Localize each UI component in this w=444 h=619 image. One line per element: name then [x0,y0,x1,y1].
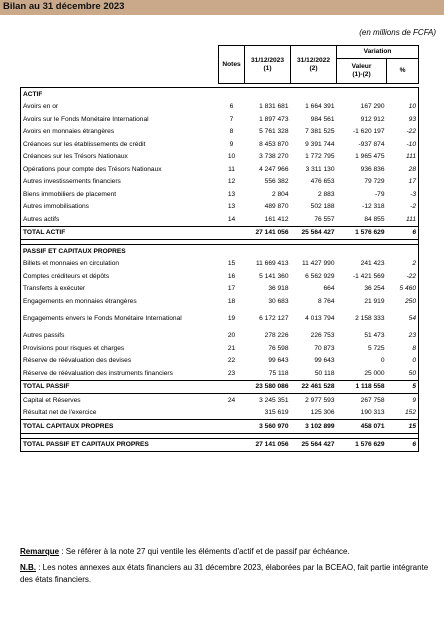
row-variation: 936 836 [360,165,385,173]
row-note: 22 [227,357,236,365]
row-label: Avoirs sur le Fonds Monétaire International [21,113,219,126]
row-note: 13 [227,203,236,211]
row-label: Engagements en monnaies étrangères [21,295,219,308]
table-row [21,163,419,176]
row-note: 21 [227,344,236,352]
row-note: 12 [227,178,236,186]
row-value-2022: 1 664 391 [305,103,335,111]
row-value-2023: 1 897 473 [259,115,289,123]
total-actif-row [21,226,419,240]
row-label: TOTAL CAPITAUX PROPRES [21,420,219,434]
header-variation: Variation [337,46,419,59]
total-capitaux-row [21,420,419,434]
row-variation: 190 313 [360,409,385,417]
remarque-note: Remarque : Se référer à la note 27 qui ventile les éléments d'actif et de passif par échéance. [20,547,350,556]
row-variation: -1 620 197 [352,128,385,136]
row-value-2022: 22 461 528 [291,380,337,394]
page-title: Bilan au 31 décembre 2023 [3,1,125,12]
row-variation-pct: 23 [387,330,419,343]
row-note: 7 [229,115,234,123]
row-variation-pct: 10 [387,101,419,114]
row-variation: -937 874 [358,140,385,148]
row-value-2022: 226 753 [310,332,335,340]
row-note: 19 [227,315,236,322]
table-row [21,330,419,343]
row-variation-pct: 2 [387,258,419,271]
total-passif-row [21,380,419,394]
row-variation: 458 071 [337,420,387,434]
row-note [219,407,245,420]
table-row [21,308,419,330]
row-label: Capital et Réserves [21,394,219,407]
unit-note: (en millions de FCFA) [359,28,436,37]
row-value-2022: 99 643 [314,357,335,365]
total-general-row [21,438,419,452]
row-variation: 2 158 333 [355,315,385,322]
row-note: 23 [227,369,236,377]
row-variation-pct: 28 [387,163,419,176]
row-value-2022: 476 653 [310,178,335,186]
row-value-2023: 75 118 [268,369,289,377]
row-value-2022: 11 427 990 [301,260,335,268]
row-label: TOTAL ACTIF [21,226,219,240]
row-value-2023: 23 580 086 [245,380,291,394]
row-value-2022: 984 561 [310,115,335,123]
table-row [21,126,419,139]
row-value-2022: 70 873 [314,344,335,352]
table-row [21,407,419,420]
row-value-2022: 76 557 [314,215,335,223]
row-variation: 241 423 [360,260,385,268]
section-title: PASSIF ET CAPITAUX PROPRES [21,245,419,258]
row-value-2023: 3 738 270 [259,153,289,161]
row-value-2023: 556 382 [264,178,289,186]
row-value-2023: 2 804 [271,190,289,198]
row-variation-pct: -22 [387,270,419,283]
row-value-2022: 2 883 [317,190,335,198]
row-variation: 267 758 [360,396,385,404]
row-value-2023: 76 598 [268,344,289,352]
row-note [219,226,245,240]
row-variation-pct: 93 [387,113,419,126]
row-variation-pct: 15 [387,420,419,434]
table-row [21,295,419,308]
row-value-2022: 4 013 794 [305,315,335,322]
row-variation: -12 318 [362,203,385,211]
header-valeur: Valeur (1)-(2) [337,59,387,84]
section-actif [21,88,419,101]
row-variation-pct: 6 [387,438,419,452]
section-passif [21,245,419,258]
row-variation-pct: 111 [387,151,419,164]
row-label: Résultat net de l'exercice [21,407,219,420]
row-variation-pct: 0 [387,355,419,368]
row-variation-pct: 6 [387,226,419,240]
row-variation-pct: 17 [387,176,419,189]
row-value-2023: 3 245 351 [259,396,289,404]
row-variation: 0 [380,357,385,365]
row-note: 10 [227,153,236,161]
row-value-2023: 3 560 970 [245,420,291,434]
row-variation-pct: -10 [387,138,419,151]
title-bar [0,0,444,15]
row-label: Autres actifs [21,213,219,226]
row-variation: 1 118 558 [337,380,387,394]
nb-note: N.B. : Les notes annexes aux états financiers au 31 décembre 2023, élaborées par la BCEAO, fait partie intégrante des états financiers. [20,563,429,584]
row-note: 16 [227,272,236,280]
row-label: Provisions pour risques et charges [21,342,219,355]
row-label: Réserve de réévaluation des instruments financiers [21,367,219,380]
row-value-2023: 161 412 [264,215,289,223]
row-value-2022: 3 102 899 [291,420,337,434]
row-variation: 36 254 [364,285,385,293]
row-label: TOTAL PASSIF [21,380,219,394]
row-variation: -79 [374,190,385,198]
row-value-2023: 99 643 [268,357,289,365]
table-row [21,188,419,201]
row-value-2023: 8 453 870 [259,140,289,148]
row-note: 11 [228,165,235,173]
row-variation: 21 919 [364,297,385,305]
row-note: 24 [227,396,236,404]
table-row [21,201,419,214]
row-variation-pct: 5 460 [387,283,419,296]
row-value-2023: 5 761 328 [259,128,289,136]
table-row [21,342,419,355]
row-label: Réserve de réévaluation des devises [21,355,219,368]
table-row [21,113,419,126]
row-label: Avoirs en or [21,101,219,114]
row-note: 17 [227,285,236,293]
row-label: Billets et monnaies en circulation [21,258,219,271]
row-value-2022: 7 381 525 [305,128,335,136]
row-value-2022: 1 772 795 [305,153,335,161]
row-value-2022: 664 [323,285,335,293]
row-variation-pct: -2 [387,201,419,214]
row-value-2022: 50 118 [314,369,335,377]
header-2022: 31/12/2022 (2) [291,46,337,84]
row-value-2022: 25 564 427 [291,438,337,452]
row-variation-pct: 54 [387,308,419,330]
row-variation-pct: 111 [387,213,419,226]
table-row [21,283,419,296]
row-variation-pct: 8 [387,342,419,355]
row-value-2022: 125 306 [310,409,335,417]
row-note: 14 [227,215,236,223]
row-variation: 912 912 [360,115,385,123]
table-row [21,101,419,114]
row-note [219,438,245,452]
table-row [21,151,419,164]
row-value-2022: 25 564 427 [291,226,337,240]
row-note: 8 [229,128,234,136]
row-value-2023: 278 226 [264,332,289,340]
row-note [219,380,245,394]
row-label: Transferts à exécuter [21,283,219,296]
row-value-2022: 3 311 130 [305,165,335,173]
row-value-2023: 489 870 [264,203,289,211]
row-variation: 167 290 [360,103,385,111]
row-note [219,420,245,434]
row-value-2023: 11 669 413 [255,260,289,268]
row-note: 9 [229,140,234,148]
row-note: 18 [227,297,236,305]
table-row [21,355,419,368]
row-variation: -1 421 569 [352,272,385,280]
table-row [21,176,419,189]
row-value-2023: 1 831 681 [259,103,289,111]
row-note: 13 [227,190,236,198]
row-label: Avoirs en monnaies étrangères [21,126,219,139]
row-value-2022: 8 764 [317,297,335,305]
row-variation-pct: 9 [387,394,419,407]
row-variation-pct: 250 [387,295,419,308]
row-variation: 1 576 629 [337,438,387,452]
row-value-2023: 27 141 056 [245,438,291,452]
row-label: Engagements envers le Fonds Monétaire International [21,308,219,330]
row-label: Autres passifs [21,330,219,343]
header-notes: Notes [219,46,245,84]
row-label: Créances sur les établissements de crédit [21,138,219,151]
row-variation-pct: -3 [387,188,419,201]
row-variation: 25 000 [364,369,385,377]
row-value-2022: 502 188 [310,203,335,211]
row-label: Autres immobilisations [21,201,219,214]
row-value-2023: 5 141 360 [259,272,289,280]
row-variation-pct: -22 [387,126,419,139]
row-value-2023: 30 683 [268,297,289,305]
row-variation-pct: 152 [387,407,419,420]
row-note: 15 [227,260,236,268]
row-variation-pct: 5 [387,380,419,394]
table-row [21,367,419,380]
row-label: Opérations pour compte des Trésors Nationaux [21,163,219,176]
row-value-2022: 9 391 744 [305,140,335,148]
row-value-2023: 36 918 [268,285,289,293]
section-title: ACTIF [21,88,419,101]
row-variation: 1 965 475 [355,153,385,161]
row-value-2023: 27 141 056 [245,226,291,240]
table-row [21,138,419,151]
row-variation: 51 473 [364,332,385,340]
row-label: TOTAL PASSIF ET CAPITAUX PROPRES [21,438,219,452]
row-variation: 5 725 [367,344,385,352]
row-value-2023: 6 172 127 [259,315,289,322]
row-label: Biens immobiliers de placement [21,188,219,201]
row-value-2022: 2 977 593 [305,396,335,404]
table-row [21,394,419,407]
row-label: Autres investissements financiers [21,176,219,189]
row-note: 20 [227,332,236,340]
row-value-2023: 315 619 [264,409,289,417]
row-value-2023: 4 247 966 [259,165,289,173]
row-label: Comptes créditeurs et dépôts [21,270,219,283]
header-pct: % [387,59,419,84]
balance-sheet-table [20,45,419,452]
row-note: 6 [229,103,234,111]
table-row [21,258,419,271]
row-variation: 79 729 [364,178,385,186]
table-row [21,270,419,283]
row-variation: 84 855 [364,215,385,223]
row-variation-pct: 50 [387,367,419,380]
table-row [21,213,419,226]
row-value-2022: 6 562 929 [305,272,335,280]
row-label: Créances sur les Trésors Nationaux [21,151,219,164]
row-variation: 1 576 629 [337,226,387,240]
header-2023: 31/12/2023 (1) [245,46,291,84]
